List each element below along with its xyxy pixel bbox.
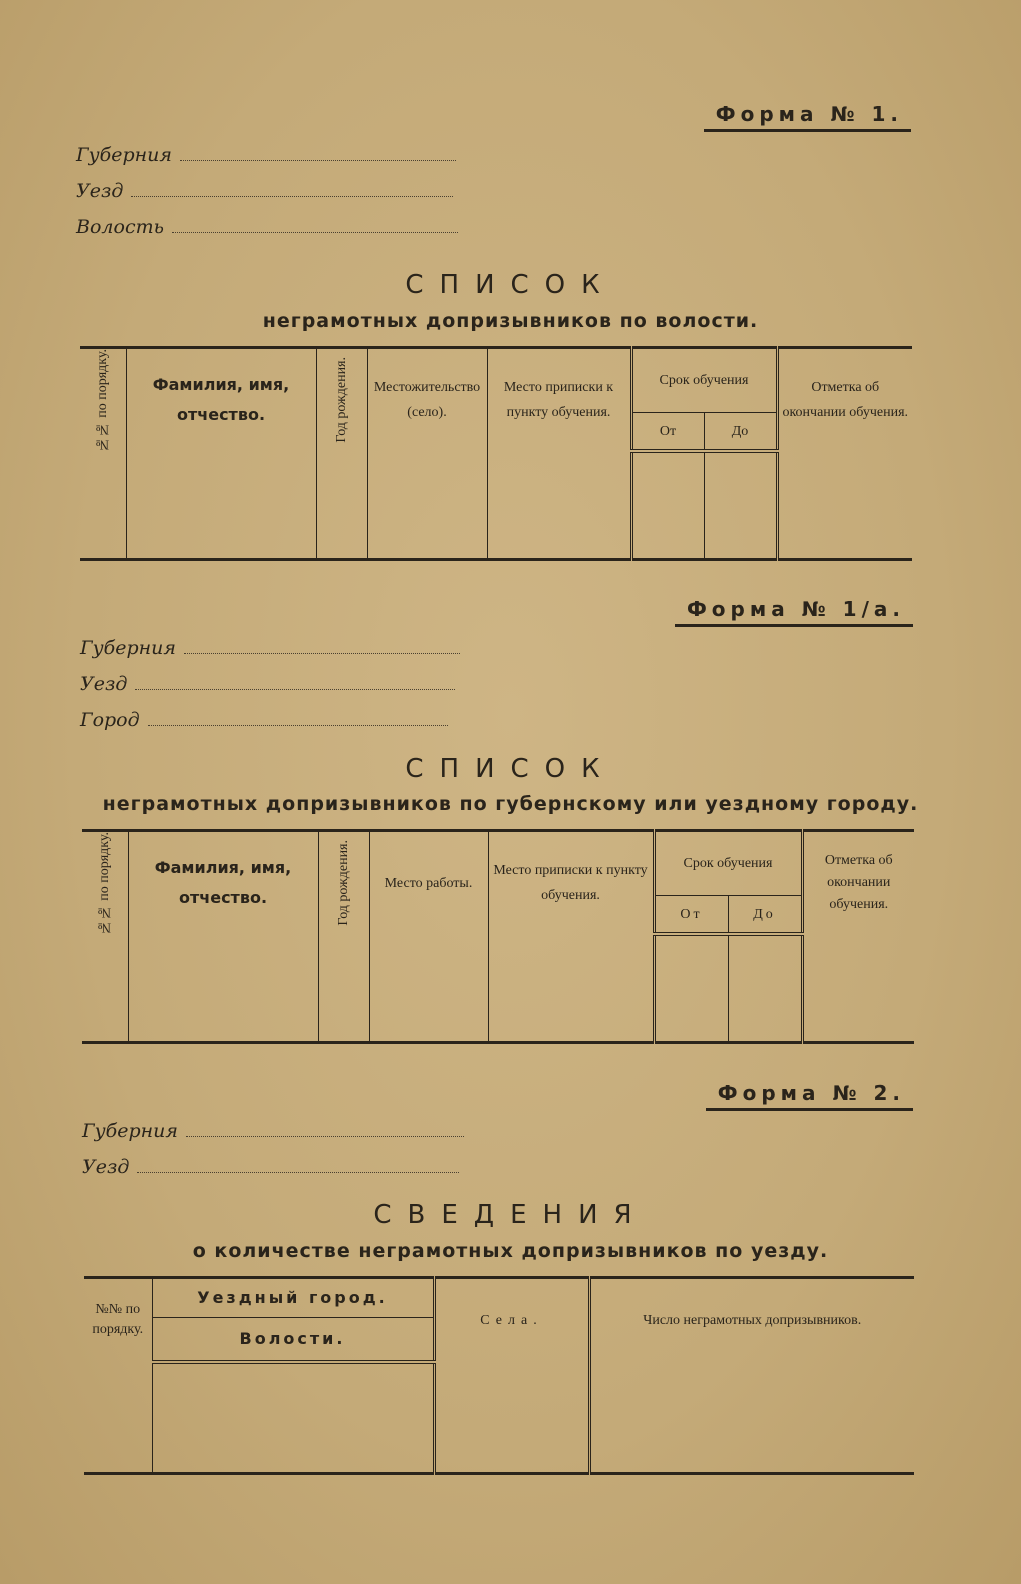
field-label: Город <box>80 709 140 731</box>
column-header-villages: Села. <box>434 1278 589 1362</box>
column-header-town: Уездный город. <box>152 1278 434 1318</box>
column-header-completion: Отметка об окончании обучения. <box>802 831 914 935</box>
column-header-completion: Отметка об окончании обучения. <box>777 348 912 452</box>
field-label: Уезд <box>82 1156 130 1178</box>
column-header-name: Фамилия, имя, отчество. <box>126 348 316 452</box>
fill-line[interactable] <box>184 652 460 654</box>
form-number: Форма № 2. <box>706 1081 913 1111</box>
field-guberniya <box>80 637 460 659</box>
cell[interactable] <box>369 934 488 1042</box>
field-label: Губерния <box>82 1120 178 1142</box>
cell[interactable] <box>488 934 654 1042</box>
column-header-number: №№ по порядку. <box>80 348 126 452</box>
fill-line[interactable] <box>172 231 458 233</box>
page-title: СВЕДЕНИЯ <box>373 1200 648 1230</box>
cell[interactable] <box>704 451 777 559</box>
table-row <box>84 1362 914 1474</box>
cell[interactable] <box>316 451 367 559</box>
cell[interactable] <box>128 934 318 1042</box>
column-header-residence: Местожительство (село). <box>367 348 487 452</box>
column-header-number: №№ по порядку. <box>82 831 128 935</box>
cell[interactable] <box>654 934 728 1042</box>
cell[interactable] <box>82 934 128 1042</box>
cell[interactable] <box>802 934 914 1042</box>
cell[interactable] <box>728 934 802 1042</box>
fill-line[interactable] <box>137 1171 459 1173</box>
field-label: Уезд <box>76 180 124 202</box>
field-volost <box>76 216 458 238</box>
column-header-term: Срок обучения <box>654 831 802 896</box>
column-header-registration: Место приписки к пункту обучения. <box>488 831 654 935</box>
cell[interactable] <box>80 451 126 559</box>
page-subtitle: неграмотных допризывников по волости. <box>262 310 759 332</box>
page-title: СПИСОК <box>405 754 616 784</box>
cell[interactable] <box>367 451 487 559</box>
column-header-volosts: Волости. <box>152 1318 434 1362</box>
column-header-from: От <box>654 896 728 935</box>
column-header-number: №№ по порядку. <box>84 1278 152 1362</box>
cell[interactable] <box>152 1362 434 1474</box>
column-header-name: Фамилия, имя, отчество. <box>128 831 318 935</box>
fill-line[interactable] <box>186 1135 464 1137</box>
column-header-term: Срок обучения <box>631 348 777 413</box>
field-uezd <box>76 180 453 202</box>
field-label: Волость <box>76 216 164 238</box>
fill-line[interactable] <box>135 688 455 690</box>
page-title: СПИСОК <box>405 270 616 300</box>
cell[interactable] <box>777 451 912 559</box>
column-header-from: От <box>631 413 704 452</box>
column-header-to: До <box>704 413 777 452</box>
column-header-year: Год рождения. <box>316 348 367 452</box>
field-guberniya <box>76 144 456 166</box>
column-header-year: Год рождения. <box>318 831 369 935</box>
table-row <box>82 934 914 1042</box>
cell[interactable] <box>589 1362 914 1474</box>
cell[interactable] <box>631 451 704 559</box>
cell[interactable] <box>487 451 631 559</box>
fill-line[interactable] <box>180 159 456 161</box>
list-table <box>82 829 914 1044</box>
table-row <box>80 451 912 559</box>
field-uezd <box>82 1156 459 1178</box>
cell[interactable] <box>318 934 369 1042</box>
list-table <box>80 346 912 561</box>
field-gorod <box>80 709 448 731</box>
form-number: Форма № 1/а. <box>675 597 913 627</box>
column-header-work: Место работы. <box>369 831 488 935</box>
field-label: Губерния <box>76 144 172 166</box>
page-subtitle: неграмотных допризывников по губернскому или уездному городу. <box>102 793 919 815</box>
column-header-registration: Место приписки к пункту обучения. <box>487 348 631 452</box>
field-label: Губерния <box>80 637 176 659</box>
field-uezd <box>80 673 455 695</box>
field-label: Уезд <box>80 673 128 695</box>
fill-line[interactable] <box>131 195 453 197</box>
cell[interactable] <box>84 1362 152 1474</box>
cell[interactable] <box>126 451 316 559</box>
summary-table <box>84 1276 914 1475</box>
page-subtitle: о количестве неграмотных допризывников по уезду. <box>192 1240 829 1262</box>
form-number: Форма № 1. <box>704 102 911 132</box>
cell[interactable] <box>434 1362 589 1474</box>
field-guberniya <box>82 1120 464 1142</box>
column-header-count: Число неграмотных допризывников. <box>589 1278 914 1362</box>
fill-line[interactable] <box>148 724 448 726</box>
column-header-to: До <box>728 896 802 935</box>
